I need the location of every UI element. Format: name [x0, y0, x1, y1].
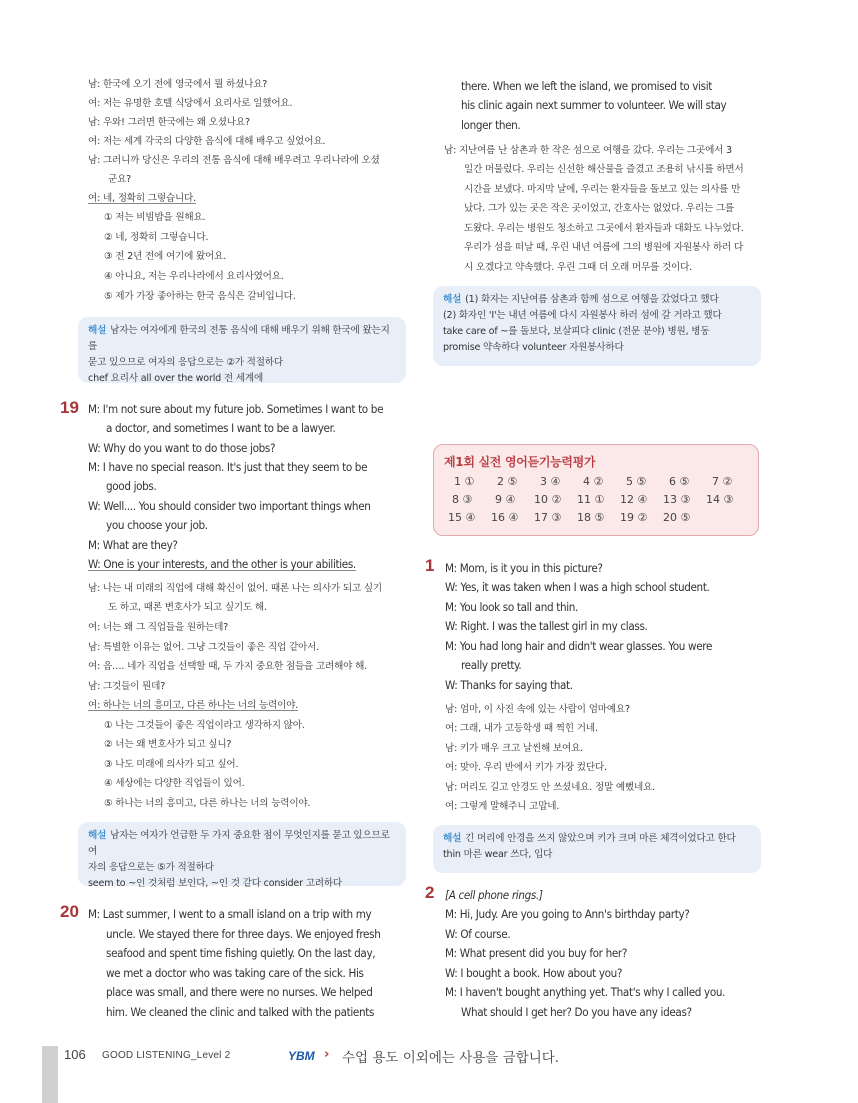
q20-explanation-box: [433, 286, 761, 366]
q20-exp-line: 해설 (1) 화자는 지난여름 삼촌과 함께 섬으로 여행을 갔었다고 했다: [443, 294, 719, 305]
q19-en-line: you choose your job.: [106, 518, 208, 532]
answer-item: 16 ④: [491, 511, 519, 524]
q19-en-line: M: I have no special reason. It's just that they seem to be: [88, 460, 368, 474]
q18-option: ① 저는 비빔밥을 원해요.: [104, 212, 206, 223]
q19-en-line: W: Well.... You should consider two important things when: [88, 499, 371, 513]
q20-en-line: we met a doctor who was taking care of the sick. His: [106, 966, 364, 980]
question-number-20: 20: [60, 902, 79, 921]
answer-item: 15 ④: [448, 511, 476, 524]
q19-ko-line: 여: 너는 왜 그 직업들을 원하는데?: [88, 622, 229, 633]
q19-option: ① 나는 그것들이 좋은 직업이라고 생각하지 않아.: [104, 720, 305, 731]
q18-ko-line: 남: 그러니까 당신은 우리의 전통 음식에 대해 배우려고 우리나라에 오셨: [88, 155, 380, 166]
publisher-logo: YBM: [288, 1049, 315, 1063]
s2-en-line: M: Hi, Judy. Are you going to Ann's birthday party?: [445, 907, 690, 921]
question-number-19: 19: [60, 398, 79, 417]
answer-item: 2 ⑤: [497, 475, 518, 488]
answer-item: 6 ⑤: [669, 475, 690, 488]
s1-en-line: M: Mom, is it you in this picture?: [445, 561, 603, 575]
q18-exp-line: chef 요리사 all over the world 전 세계에: [88, 373, 264, 384]
s2-en-line: W: Of course.: [445, 927, 511, 941]
explanation-label: 해설: [88, 830, 107, 841]
q20-en-line: him. We cleaned the clinic and talked with the patients: [106, 1005, 375, 1019]
q18-option: ④ 아니요, 저는 우리나라에서 요리사였어요.: [104, 271, 284, 282]
explanation-label: 해설: [443, 833, 462, 844]
q19-ko-line: 여: 하나는 너의 흥미고, 다른 하나는 너의 능력이야.: [88, 700, 299, 711]
book-title: GOOD LISTENING_Level 2: [102, 1050, 231, 1061]
q19-option: ③ 나도 미래에 의사가 되고 싶어.: [104, 759, 239, 770]
s1-en-line: M: You look so tall and thin.: [445, 600, 578, 614]
q19-ko-line: 도 하고, 때론 변호사가 되고 싶기도 해.: [108, 602, 267, 613]
s1-ko-line: 여: 그래, 내가 고등학생 때 찍힌 거네.: [445, 723, 598, 734]
s1-explanation-box: [433, 825, 761, 873]
q20-exp-line: take care of ~를 돌보다, 보살피다 clinic (전문 분야) 병원, 병동: [443, 326, 710, 337]
q20-en-line: uncle. We stayed there for three days. We enjoyed fresh: [106, 927, 381, 941]
q19-option: ④ 세상에는 다양한 직업들이 있어.: [104, 778, 245, 789]
q20-exp-line: (2) 화자인 'I'는 내년 여름에 다시 자원봉사 하러 섬에 갈 거라고 했다: [443, 310, 722, 321]
q18-exp-line: 해설 남자는 여자에게 한국의 전통 음식에 대해 배우기 위해 한국에 왔는지를: [88, 325, 390, 352]
q18-ko-line: 군요?: [108, 174, 132, 185]
q18-ko-line: 남: 우와! 그러면 한국에는 왜 오셨나요?: [88, 117, 250, 128]
q20-en-line: place was small, and there were no nurses. We helped: [106, 985, 373, 999]
q19-en-line: a doctor, and sometimes I want to be a lawyer.: [106, 421, 336, 435]
explanation-label: 해설: [443, 294, 462, 305]
s1-en-line: M: You had long hair and didn't wear glasses. You were: [445, 639, 713, 653]
s1-ko-line: 여: 맞아. 우리 반에서 키가 가장 컸단다.: [445, 762, 607, 773]
answer-item: 7 ②: [712, 475, 733, 488]
answer-item: 5 ⑤: [626, 475, 647, 488]
q19-option: ⑤ 하나는 너의 흥미고, 다른 하나는 너의 능력이야.: [104, 798, 311, 809]
s1-exp-line: thin 마른 wear 쓰다, 입다: [443, 849, 553, 860]
q19-option: ② 너는 왜 변호사가 되고 싶니?: [104, 739, 232, 750]
q19-exp-line: 해설 남자는 여자가 언급한 두 가지 중요한 점이 무엇인지를 묻고 있으므로 여: [88, 830, 390, 857]
answer-item: 20 ⑤: [663, 511, 691, 524]
q18-ko-line: 여: 저는 세계 각국의 다양한 음식에 대해 배우고 싶었어요.: [88, 136, 326, 147]
q18-ko-line: 여: 네, 정확히 그렇습니다.: [88, 193, 196, 204]
s1-en-line: really pretty.: [461, 658, 522, 672]
s1-en-line: W: Right. I was the tallest girl in my class.: [445, 619, 648, 633]
q19-en-line: W: Why do you want to do those jobs?: [88, 441, 276, 455]
q19-ko-line: 여: 음…. 네가 직업을 선택할 때, 두 가지 중요한 점들을 고려해야 해.: [88, 661, 368, 672]
section-number-1: 1: [425, 556, 435, 575]
q20-ko-line: 시 오겠다고 약속했다. 우린 그때 더 오래 머무를 것이다.: [464, 262, 692, 273]
q20-ko-line: 우리가 섬을 떠날 때, 우린 내년 여름에 그의 병원에 자원봉사 하러 다: [464, 242, 744, 253]
answer-item: 8 ③: [452, 493, 473, 506]
s1-ko-line: 남: 엄마, 이 사진 속에 있는 사람이 엄마예요?: [445, 704, 630, 715]
q19-en-line: good jobs.: [106, 479, 157, 493]
s1-en-line: W: Yes, it was taken when I was a high school student.: [445, 580, 710, 594]
q20-en-line: M: Last summer, I went to a small island on a trip with my: [88, 907, 372, 921]
q18-ko-line: 남: 한국에 오기 전에 영국에서 뭘 하셨나요?: [88, 79, 268, 90]
answer-item: 13 ③: [663, 493, 691, 506]
explanation-label: 해설: [88, 325, 107, 336]
answer-item: 18 ⑤: [577, 511, 605, 524]
answer-item: 3 ④: [540, 475, 561, 488]
usage-notice: 수업 용도 이외에는 사용을 금합니다.: [342, 1050, 560, 1066]
s1-ko-line: 여: 그렇게 말해주니 고맙네.: [445, 801, 560, 812]
answer-item: 9 ④: [495, 493, 516, 506]
q18-option: ③ 전 2년 전에 여기에 왔어요.: [104, 251, 227, 262]
answer-item: 10 ②: [534, 493, 562, 506]
page-number: 106: [64, 1047, 86, 1062]
s2-en-line: M: I haven't bought anything yet. That's why I called you.: [445, 985, 726, 999]
s1-ko-line: 남: 머리도 길고 안경도 안 쓰셨네요. 정말 예뻤네요.: [445, 782, 656, 793]
s1-ko-line: 남: 키가 매우 크고 날씬해 보여요.: [445, 743, 584, 754]
q19-en-line: M: I'm not sure about my future job. Sometimes I want to be: [88, 402, 384, 416]
answer-key-box: [433, 444, 759, 536]
s2-en-line: What should I get her? Do you have any ideas?: [461, 1005, 692, 1019]
answer-key-title: 제1회 실전 영어듣기능력평가: [444, 455, 596, 469]
q20-ko-line: 남: 지난여름 난 삼촌과 한 작은 섬으로 여행을 갔다. 우리는 그곳에서 3: [444, 145, 732, 156]
s1-exp-line: 해설 긴 머리에 안경을 쓰지 않았으며 키가 크며 마른 체격이었다고 한다: [443, 833, 736, 844]
s2-en-line: W: I bought a book. How about you?: [445, 966, 623, 980]
s1-en-line: W: Thanks for saying that.: [445, 678, 573, 692]
q18-option: ⑤ 제가 가장 좋아하는 한국 음식은 갈비입니다.: [104, 291, 296, 302]
q19-en-line: M: What are they?: [88, 538, 178, 552]
q18-option: ② 네, 정확히 그렇습니다.: [104, 232, 209, 243]
q19-ko-line: 남: 특별한 이유는 없어. 그냥 그것들이 좋은 직업 같아서.: [88, 642, 320, 653]
q20-en-line: his clinic again next summer to volunteer. We will stay: [461, 98, 727, 112]
q20-ko-line: 시간을 보냈다. 마지막 날에, 우리는 환자들을 돌보고 있는 의사를 만: [464, 184, 741, 195]
q19-ko-line: 남: 그것들이 뭔데?: [88, 681, 166, 692]
q18-explanation-box: [78, 317, 406, 383]
q20-en-line: longer then.: [461, 118, 521, 132]
q19-explanation-box: [78, 822, 406, 889]
q20-ko-line: 도왔다. 우리는 병원도 청소하고 그곳에서 환자들과 대화도 나누었다.: [464, 223, 744, 234]
q20-en-line: there. When we left the island, we promised to visit: [461, 79, 713, 93]
q18-ko-line: 여: 저는 유명한 호텔 식당에서 요리사로 일했어요.: [88, 98, 293, 109]
q19-exp-line: 자의 응답으로는 ⑤가 적절하다: [88, 862, 214, 873]
q19-ko-line: 남: 나는 내 미래의 직업에 대해 확신이 없어. 때론 나는 의사가 되고 싶기: [88, 583, 382, 594]
q19-exp-line: seem to ~인 것처럼 보인다, ~인 것 같다 consider 고려하다: [88, 878, 342, 889]
footer-side-bar: [42, 1046, 58, 1103]
s2-stage-direction: [A cell phone rings.]: [445, 888, 543, 902]
q19-en-line: W: One is your interests, and the other is your abilities.: [88, 557, 356, 571]
answer-item: 4 ②: [583, 475, 604, 488]
s2-en-line: M: What present did you buy for her?: [445, 946, 628, 960]
q20-ko-line: 났다. 그가 있는 곳은 작은 곳이었고, 간호사는 없었다. 우리는 그를: [464, 203, 734, 214]
answer-item: 17 ③: [534, 511, 562, 524]
section-number-2: 2: [425, 883, 435, 902]
answer-item: 14 ③: [706, 493, 734, 506]
q20-en-line: seafood and spent time fishing quietly. On the last day,: [106, 946, 376, 960]
q18-exp-line: 묻고 있으므로 여자의 응답으로는 ②가 적절하다: [88, 357, 283, 368]
q20-ko-line: 일간 머물렀다. 우리는 신선한 해산물을 즐겼고 조용히 낚시를 하면서: [464, 164, 744, 175]
answer-item: 11 ①: [577, 493, 605, 506]
answer-item: 1 ①: [454, 475, 475, 488]
q20-exp-line: promise 약속하다 volunteer 자원봉사하다: [443, 342, 624, 353]
answer-item: 12 ④: [620, 493, 648, 506]
answer-item: 19 ②: [620, 511, 648, 524]
chevron-right-icon: ›: [324, 1047, 330, 1062]
